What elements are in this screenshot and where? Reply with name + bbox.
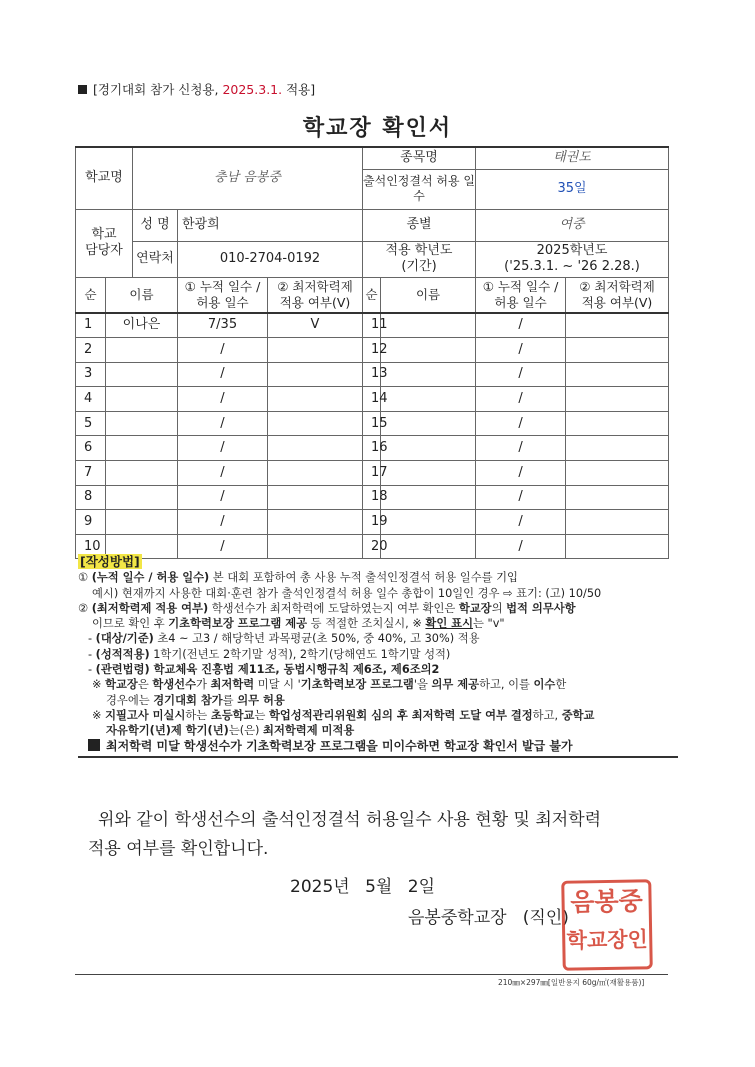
row-no: 1 [76, 313, 106, 338]
table-row [76, 313, 669, 338]
row-min [268, 461, 363, 486]
row-min-2 [566, 338, 669, 363]
method-line-10: ※ 지필고사 미실시하는 초등학교는 학업성적관리위원회 심의 후 최저학력 도달 여부 결정하고, 중학교 [92, 708, 595, 722]
school-seal-stamp: 음봉중 학교장인 [561, 879, 653, 971]
roster-header [76, 277, 669, 313]
table-row [76, 436, 669, 461]
row-name-2 [381, 338, 476, 363]
method-line-5: - (대상/기준) 초4 ~ 고3 / 해당학년 과목평균(초 50%, 중 40%, 고 30%) 적용 [88, 632, 480, 646]
row-min [268, 338, 363, 363]
row-no: 5 [76, 411, 106, 436]
col-days: ① 누적 일수 / 허용 일수 [178, 277, 268, 313]
school-value: 충남 음봉중 [133, 147, 363, 209]
row-days-2: / [476, 338, 566, 363]
row-min [268, 411, 363, 436]
row-days: / [178, 338, 268, 363]
row-no-2: 16 [363, 436, 381, 461]
row-min [268, 362, 363, 387]
method-line-7: - (관련법령) 학교체육 진흥법 제11조, 동법시행규칙 제6조, 제6조의2 [88, 663, 440, 677]
row-days: / [178, 362, 268, 387]
row-no-2: 12 [363, 338, 381, 363]
row-days: 7/35 [178, 313, 268, 338]
row-name [106, 510, 178, 535]
row-name [106, 461, 178, 486]
confirm-text: 위와 같이 학생선수의 출석인정결석 허용일수 사용 현황 및 최저학력 적용 여부를 확인합니다. [88, 810, 602, 859]
row-no-2: 18 [363, 485, 381, 510]
row-name: 이나은 [106, 313, 178, 338]
row-days: / [178, 461, 268, 486]
row-name-2 [381, 436, 476, 461]
footer-divider [75, 974, 668, 975]
row-days: / [178, 411, 268, 436]
row-min-2 [566, 461, 669, 486]
row-name-2 [381, 510, 476, 535]
row-no: 4 [76, 387, 106, 412]
method-line-2: 예시) 현재까지 사용한 대회·훈련 참가 출석인정결석 허용 일수 총합이 10일인 경우 ⇨ 표기: (고) 10/50 [92, 586, 602, 600]
name-label: 성 명 [133, 209, 178, 241]
row-min-2 [566, 436, 669, 461]
row-days: / [178, 510, 268, 535]
row-days: / [178, 436, 268, 461]
row-name-2 [381, 362, 476, 387]
row-min-2 [566, 362, 669, 387]
roster-body [76, 313, 669, 559]
event-label: 종목명 [363, 147, 476, 169]
warning-box-icon [88, 739, 100, 751]
row-days-2: / [476, 411, 566, 436]
table-row [76, 485, 669, 510]
row-name [106, 485, 178, 510]
row-min [268, 510, 363, 535]
method-line-3: ② (최저학력제 적용 여부) 학생선수가 최저학력에 도달하였는지 여부 확인은 학교장의 법적 의무사항 [78, 601, 576, 615]
row-no-2: 14 [363, 387, 381, 412]
gender-label: 종별 [363, 209, 476, 241]
row-days: / [178, 534, 268, 559]
year-label: 적용 학년도 (기간) [363, 241, 476, 277]
page-title: 학교장 확인서 [302, 116, 453, 141]
row-days-2: / [476, 485, 566, 510]
row-min [268, 387, 363, 412]
table-row [76, 461, 669, 486]
row-name-2 [381, 387, 476, 412]
row-days-2: / [476, 387, 566, 412]
row-min-2 [566, 387, 669, 412]
row-min-2 [566, 313, 669, 338]
row-min-2 [566, 510, 669, 535]
row-no-2: 13 [363, 362, 381, 387]
row-name-2 [381, 411, 476, 436]
method-line-1: ① (누적 일수 / 허용 일수) 본 대회 포함하여 총 사용 누적 출석인정결석 허용 일수를 기입 [78, 571, 518, 585]
row-no: 8 [76, 485, 106, 510]
top-note-date: 2025.3.1. [222, 82, 283, 97]
col-min-2: ② 최저학력제 적용 여부(V) [566, 277, 669, 313]
table-row [76, 362, 669, 387]
row-days: / [178, 387, 268, 412]
top-note: [경기대회 참가 신청용, 2025.3.1. 적용] [78, 80, 315, 98]
table-row [76, 510, 669, 535]
row-no: 7 [76, 461, 106, 486]
col-no: 순 [76, 277, 106, 313]
row-no: 6 [76, 436, 106, 461]
row-name [106, 338, 178, 363]
row-name [106, 387, 178, 412]
row-days-2: / [476, 461, 566, 486]
row-days-2: / [476, 313, 566, 338]
row-no: 2 [76, 338, 106, 363]
event-value: 태권도 [476, 147, 669, 169]
row-min [268, 485, 363, 510]
row-no: 10 [76, 534, 106, 559]
col-days-2: ① 누적 일수 / 허용 일수 [476, 277, 566, 313]
row-name-2 [381, 485, 476, 510]
method-line-9: 경우에는 경기대회 참가를 의무 허용 [106, 693, 285, 707]
seal-label: (직인) [522, 908, 569, 928]
row-min-2 [566, 485, 669, 510]
issue-date: 2025년 5월 2일 [290, 877, 435, 897]
col-name: 이름 [106, 277, 178, 313]
method-line-8: ※ 학교장은 학생선수가 최저학력 미달 시 '기초학력보장 프로그램'을 의무 제공하고, 이를 이수한 [92, 678, 567, 692]
row-no-2: 11 [363, 313, 381, 338]
writing-method [78, 554, 678, 758]
row-no: 3 [76, 362, 106, 387]
row-min: V [268, 313, 363, 338]
row-name [106, 436, 178, 461]
table-row [76, 411, 669, 436]
name-value: 한광희 [178, 209, 363, 241]
row-days-2: / [476, 362, 566, 387]
row-min [268, 436, 363, 461]
table-row [76, 338, 669, 363]
gender-value: 여중 [476, 209, 669, 241]
method-tag: [작성방법] [80, 554, 140, 569]
year-value: 2025학년도 ('25.3.1. ~ '26 2.28.) [476, 241, 669, 277]
contact-value: 010-2704-0192 [178, 241, 363, 277]
row-name [106, 362, 178, 387]
table-row [76, 387, 669, 412]
row-min-2 [566, 411, 669, 436]
days-label: 출석인정결석 허용 일수 [363, 169, 476, 209]
row-days: / [178, 485, 268, 510]
square-bullet-icon [78, 85, 87, 94]
row-no-2: 20 [363, 534, 381, 559]
staff-label: 학교 담당자 [76, 209, 133, 277]
row-days-2: / [476, 534, 566, 559]
row-days-2: / [476, 436, 566, 461]
row-name-2 [381, 313, 476, 338]
school-label: 학교명 [76, 147, 133, 209]
col-no-2: 순 [363, 277, 381, 313]
days-value: 35일 [476, 169, 669, 209]
method-line-11: 자유학기(년)제 학기(년)는(은) 최저학력제 미적용 [106, 724, 355, 738]
method-line-6: - (성적적용) 1학기(전년도 2학기말 성적), 2학기(당해연도 1학기말 성적) [88, 647, 451, 661]
method-line-4: 이므로 확인 후 기초학력보장 프로그램 제공 등 적절한 조치실시, ※ 확인 표시는 "v" [92, 617, 505, 631]
row-name-2 [381, 461, 476, 486]
row-no: 9 [76, 510, 106, 535]
principal-name: 음봉중학교장 (직인) [408, 908, 569, 928]
contact-label: 연락처 [133, 241, 178, 277]
row-no-2: 19 [363, 510, 381, 535]
row-name [106, 411, 178, 436]
warning-line: 최저학력 미달 학생선수가 기초학력보장 프로그램을 미이수하면 학교장 확인서 발급 불가 [78, 739, 678, 758]
paper-spec-footer: 210㎜×297㎜[일반용지 60g/㎡(재활용품)] [498, 978, 645, 987]
col-name-2: 이름 [381, 277, 476, 313]
row-no-2: 17 [363, 461, 381, 486]
info-table [75, 146, 669, 559]
col-min: ② 최저학력제 적용 여부(V) [268, 277, 363, 313]
row-days-2: / [476, 510, 566, 535]
row-no-2: 15 [363, 411, 381, 436]
